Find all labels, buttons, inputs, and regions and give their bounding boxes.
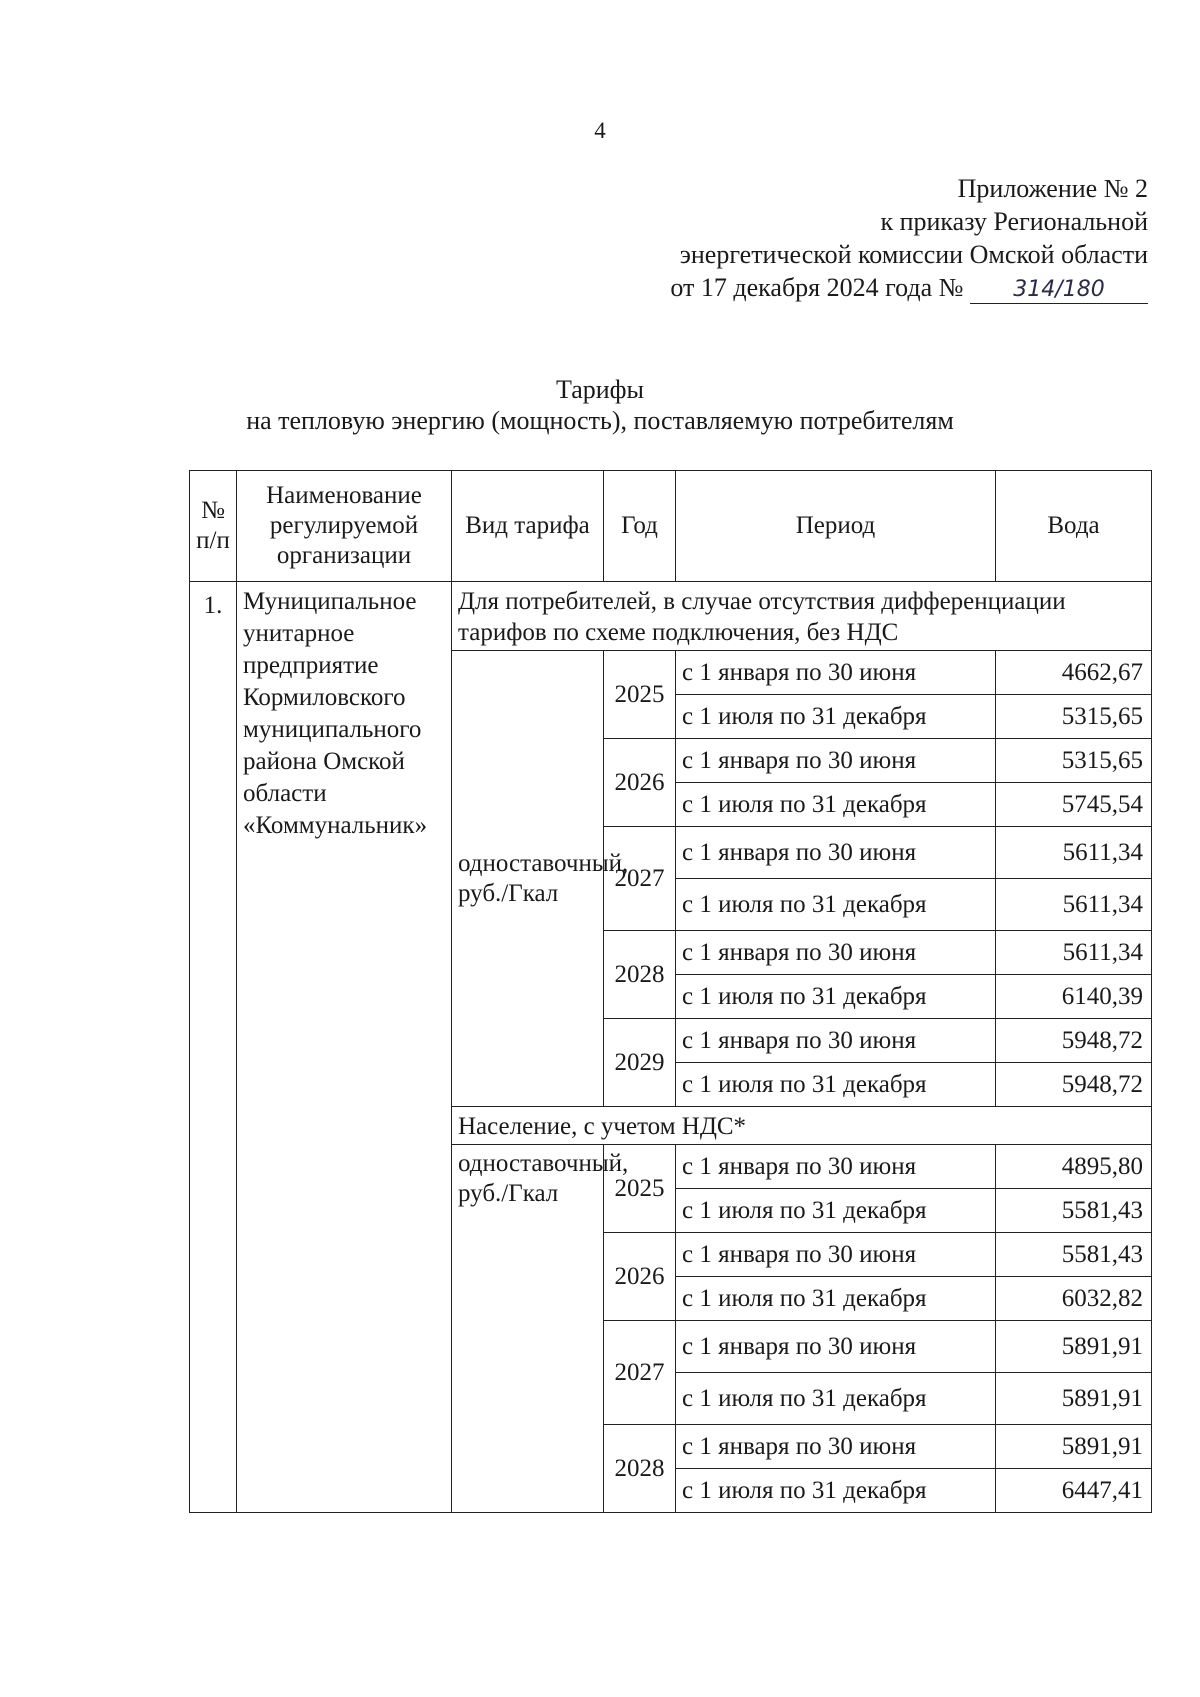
water-tariff-value: 5891,91	[996, 1321, 1152, 1373]
period-cell: с 1 января по 30 июня	[676, 739, 996, 783]
appendix-line: к приказу Региональной	[880, 207, 1148, 236]
header-water: Вода	[996, 471, 1152, 582]
period-cell: с 1 января по 30 июня	[676, 827, 996, 879]
order-date: от 17 декабря 2024 года №	[670, 273, 964, 302]
water-tariff-value: 5581,43	[996, 1189, 1152, 1233]
year-cell: 2026	[604, 739, 676, 827]
water-tariff-value: 5745,54	[996, 783, 1152, 827]
page-number: 4	[594, 118, 606, 143]
table-header-row	[190, 471, 1152, 582]
water-tariff-value: 4662,67	[996, 651, 1152, 695]
period-cell: с 1 июля по 31 декабря	[676, 1373, 996, 1425]
period-cell: с 1 июля по 31 декабря	[676, 1189, 996, 1233]
year-cell: 2025	[604, 651, 676, 739]
water-tariff-value: 5948,72	[996, 1063, 1152, 1107]
section-row	[190, 582, 1152, 651]
water-tariff-value: 5315,65	[996, 739, 1152, 783]
document-title	[0, 374, 1200, 436]
water-tariff-value: 4895,80	[996, 1145, 1152, 1189]
year-cell: 2027	[604, 1321, 676, 1425]
tariff-table	[189, 470, 1152, 1513]
water-tariff-value: 6140,39	[996, 975, 1152, 1019]
water-tariff-value: 5611,34	[996, 827, 1152, 879]
header-year: Год	[604, 471, 676, 582]
header-kind: Вид тарифа	[452, 471, 604, 582]
period-cell: с 1 июля по 31 декабря	[676, 695, 996, 739]
appendix-line: энергетической комиссии Омской области	[679, 240, 1148, 269]
period-cell: с 1 января по 30 июня	[676, 651, 996, 695]
header-org: Наименование регулируемой организации	[237, 471, 452, 582]
period-cell: с 1 января по 30 июня	[676, 1321, 996, 1373]
period-cell: с 1 января по 30 июня	[676, 1145, 996, 1189]
title-line: на тепловую энергию (мощность), поставляемую потребителям	[246, 406, 954, 435]
year-cell: 2029	[604, 1019, 676, 1107]
year-cell: 2028	[604, 931, 676, 1019]
period-cell: с 1 июля по 31 декабря	[676, 1469, 996, 1513]
period-cell: с 1 июля по 31 декабря	[676, 879, 996, 931]
period-cell: с 1 января по 30 июня	[676, 931, 996, 975]
water-tariff-value: 5611,34	[996, 931, 1152, 975]
period-cell: с 1 января по 30 июня	[676, 1233, 996, 1277]
water-tariff-value: 6447,41	[996, 1469, 1152, 1513]
header-num: № п/п	[190, 471, 237, 582]
year-cell: 2028	[604, 1425, 676, 1513]
order-number-field	[970, 275, 1148, 304]
tariff-kind: одноставочный, руб./Гкал	[452, 651, 604, 1107]
appendix-line: Приложение № 2	[957, 174, 1148, 203]
water-tariff-value: 5611,34	[996, 879, 1152, 931]
year-cell: 2026	[604, 1233, 676, 1321]
period-cell: с 1 января по 30 июня	[676, 1425, 996, 1469]
water-tariff-value: 5581,43	[996, 1233, 1152, 1277]
section-title: Для потребителей, в случае отсутствия дифференциации тарифов по схеме подключения, без НДС	[452, 582, 1152, 651]
title-line: Тарифы	[555, 375, 644, 404]
period-cell: с 1 июля по 31 декабря	[676, 975, 996, 1019]
period-cell: с 1 января по 30 июня	[676, 1019, 996, 1063]
water-tariff-value: 5315,65	[996, 695, 1152, 739]
year-cell: 2025	[604, 1145, 676, 1233]
row-number: 1.	[190, 582, 237, 1513]
organization-name: Муниципальное унитарное предприятие Кормиловского муниципального района Омской области «Коммунальник»	[237, 582, 452, 1513]
water-tariff-value: 5891,91	[996, 1373, 1152, 1425]
handwritten-order-number: 314/180	[1013, 277, 1105, 302]
water-tariff-value: 6032,82	[996, 1277, 1152, 1321]
period-cell: с 1 июля по 31 декабря	[676, 1277, 996, 1321]
tariff-kind: одноставочный, руб./Гкал	[452, 1145, 604, 1513]
appendix-line	[588, 271, 1148, 304]
header-period: Период	[676, 471, 996, 582]
water-tariff-value: 5948,72	[996, 1019, 1152, 1063]
appendix-header	[588, 172, 1148, 304]
period-cell: с 1 июля по 31 декабря	[676, 783, 996, 827]
water-tariff-value: 5891,91	[996, 1425, 1152, 1469]
section-title: Население, с учетом НДС*	[452, 1107, 1152, 1145]
period-cell: с 1 июля по 31 декабря	[676, 1063, 996, 1107]
year-cell: 2027	[604, 827, 676, 931]
